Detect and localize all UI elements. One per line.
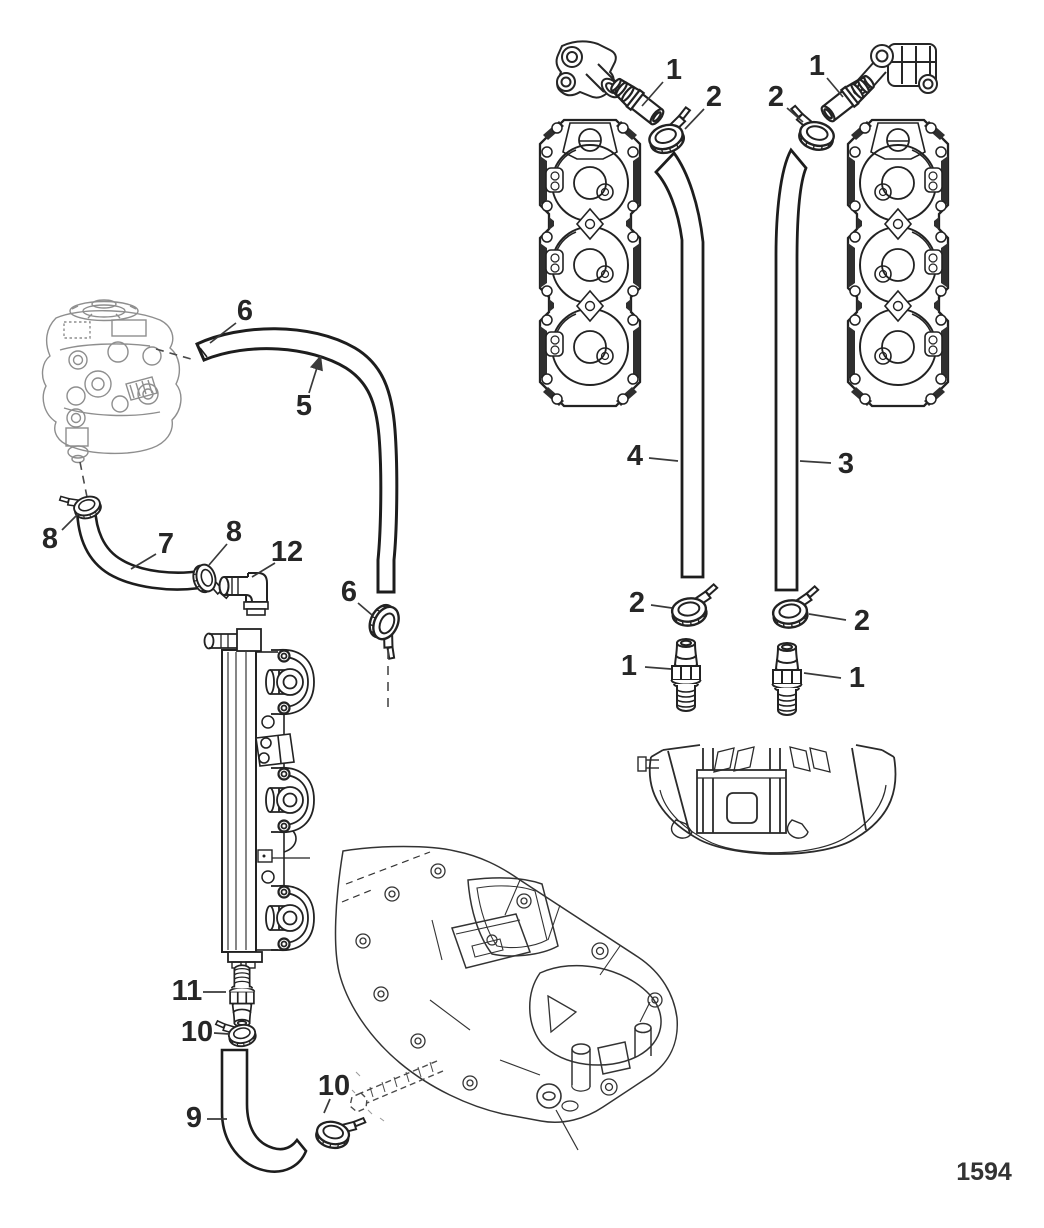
elbow-fitting-12 (220, 573, 269, 615)
callout-5: 5 (295, 390, 313, 422)
assembly-dash-line-engine-to-hose7 (80, 462, 87, 497)
cylinder-head-left (540, 120, 640, 406)
callout-leader-1 (827, 78, 843, 97)
hose-clamp-10-lower (314, 1109, 366, 1153)
callout-6: 6 (236, 295, 254, 327)
callout-leader-2 (809, 614, 846, 620)
callout-1: 1 (665, 54, 683, 86)
callout-3: 3 (837, 448, 855, 480)
callout-2: 2 (853, 605, 871, 637)
barb-fitting-1-bottom-left (672, 639, 701, 711)
callout-leader-2 (651, 605, 672, 608)
callout-1: 1 (620, 650, 638, 682)
callout-leader-10 (214, 1033, 229, 1034)
powerhead-engine (43, 300, 181, 463)
callout-8: 8 (41, 523, 59, 555)
callout-leader-6 (358, 603, 372, 615)
hose-clamp-2-top-left (643, 106, 700, 156)
callout-leader-5 (309, 358, 320, 393)
callout-leader-4 (649, 458, 678, 461)
callout-leader-8 (209, 544, 227, 565)
callout-1: 1 (808, 50, 826, 82)
callout-7: 7 (157, 528, 175, 560)
callout-1: 1 (848, 662, 866, 694)
callout-8: 8 (225, 516, 243, 548)
exhaust-adapter-housing (638, 745, 896, 854)
barb-fitting-1-bottom-right (773, 643, 802, 715)
cylinder-head-right (848, 120, 948, 406)
callout-9: 9 (185, 1102, 203, 1134)
callout-layer (42, 50, 870, 1134)
water-hose-4 (656, 153, 703, 577)
page-number: 1594 (956, 1158, 1012, 1186)
callout-2: 2 (767, 81, 785, 113)
hose-clamp-2-bottom-left (669, 584, 722, 628)
water-hose-3 (776, 150, 806, 590)
barb-fitting-1-top-right (818, 72, 877, 125)
callout-leader-7 (131, 554, 156, 569)
callout-10: 10 (180, 1016, 214, 1048)
callout-2: 2 (628, 587, 646, 619)
callout-10: 10 (317, 1070, 351, 1102)
callout-12: 12 (270, 536, 304, 568)
callout-11: 11 (171, 975, 203, 1007)
callout-leader-8 (62, 514, 78, 530)
callout-4: 4 (626, 440, 644, 472)
callout-2: 2 (705, 81, 723, 113)
barb-fitting-11 (230, 965, 255, 1026)
driveshaft-housing (336, 847, 678, 1151)
callout-leader-3 (800, 461, 831, 463)
hose-clamp-2-bottom-right (770, 586, 823, 630)
callout-6: 6 (340, 576, 358, 608)
callout-leader-1 (804, 673, 841, 678)
callout-leader-1 (645, 667, 671, 669)
fuel-hose-9 (222, 1050, 306, 1172)
